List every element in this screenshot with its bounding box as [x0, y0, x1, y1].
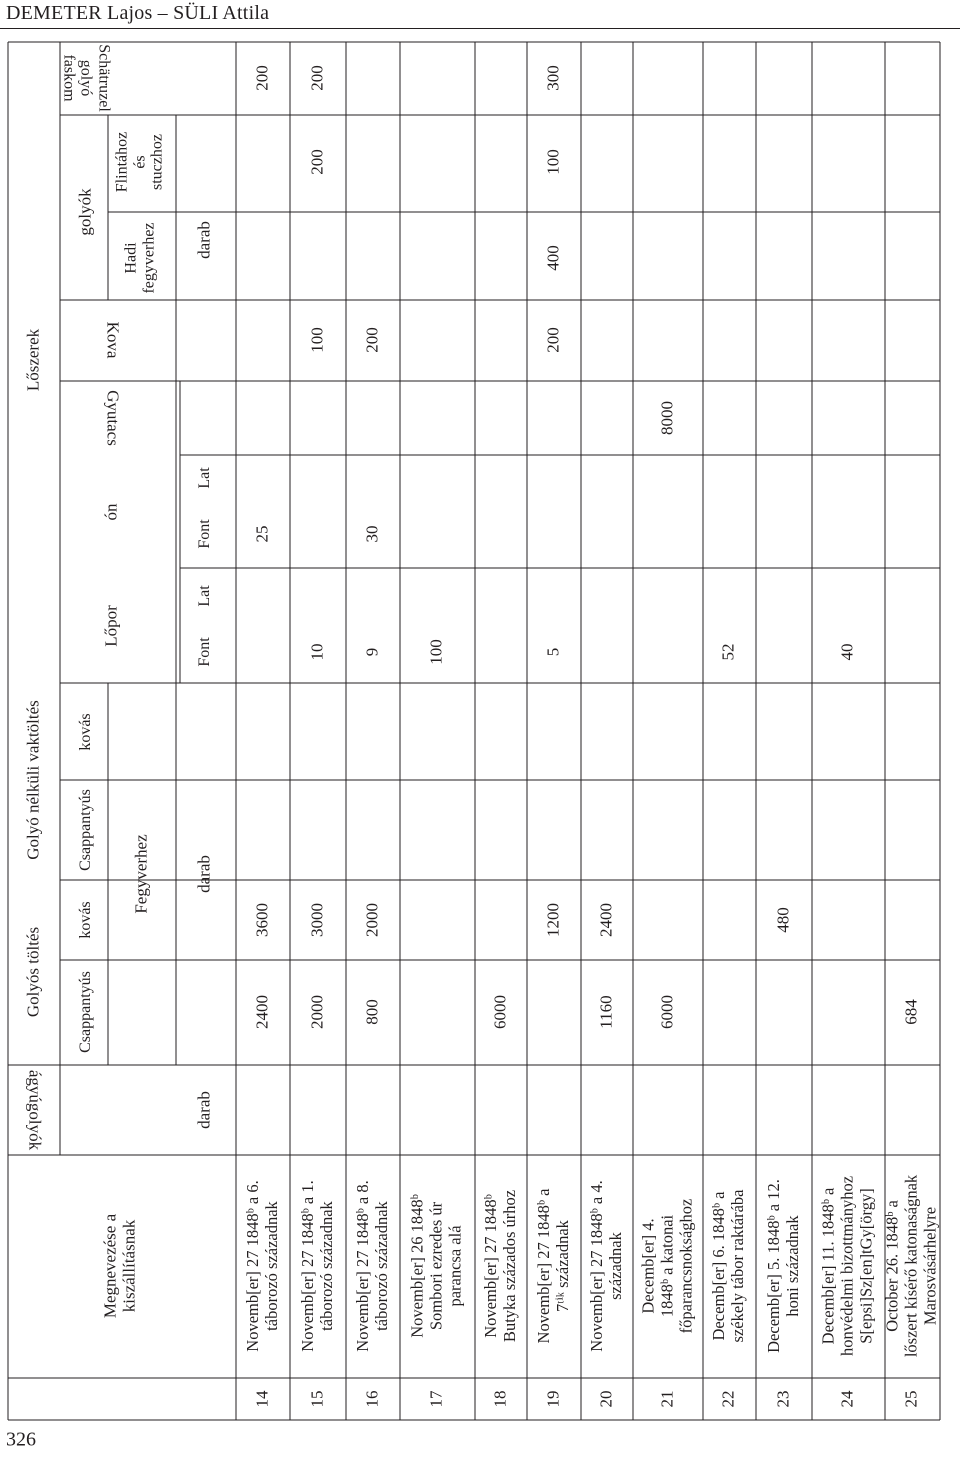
- header-description: Megnevezése a kiszállításnak: [100, 1213, 138, 1319]
- cell-gt-csap: 6000: [657, 995, 677, 1029]
- row-description: Novemb[er] 27 1848ᵇ a 7ᵗⁱᵏ századnak: [534, 1188, 572, 1344]
- cell-gt-kovas: 3600: [252, 903, 272, 937]
- cell-lopor-font: 5: [543, 647, 563, 657]
- header-kova: Kova: [103, 321, 123, 359]
- row-number: 15: [307, 1390, 327, 1408]
- cell-hadi: 400: [543, 245, 563, 271]
- row-number: 19: [543, 1390, 563, 1408]
- row-number: 18: [490, 1390, 510, 1408]
- header-golyos-toltes: Golyós töltés: [23, 926, 43, 1018]
- cell-gt-kovas: 1200: [543, 903, 563, 937]
- header-on-lat: Lat: [196, 467, 214, 489]
- cell-on-font: 25: [252, 525, 272, 543]
- row-description: Novemb[er] 26 1848ᵇ Sombori ezredes úr parancsa alá: [407, 1194, 465, 1338]
- row-number: 25: [901, 1390, 921, 1408]
- row-description: Novemb[er] 27 1848ᵇ a 6. táborozó századnak: [243, 1180, 281, 1352]
- row-number: 17: [426, 1390, 446, 1408]
- cell-lopor-font: 10: [307, 643, 327, 661]
- row-description: October 26. 1848ᵇ a lőszert kísérő katonaságnak Marosvásárhelyre: [882, 1174, 940, 1358]
- header-gyutacs: Gyutacs: [103, 390, 123, 446]
- row-number: 16: [362, 1390, 382, 1408]
- row-description: Novemb[er] 27 1848ᵇ Butyka százados úrhoz: [481, 1189, 519, 1343]
- header-loszerek: Lőszerek: [23, 328, 43, 392]
- row-description: Novemb[er] 27 1848ᵇ a 8. táborozó századnak: [353, 1180, 391, 1352]
- cell-gt-kovas: 2400: [596, 903, 616, 937]
- row-description: Decemb[er] 6. 1848ᵇ a székely tábor raktárába: [709, 1189, 747, 1343]
- cell-gt-csap: 2400: [252, 995, 272, 1029]
- header-toltes-unit: darab: [194, 855, 214, 893]
- header-golyo-nelkuli: Golyó nélküli vaktöltés: [23, 700, 43, 860]
- row-number: 23: [773, 1390, 793, 1408]
- header-on: ón: [101, 503, 121, 521]
- header-lopor: Lőpor: [101, 605, 121, 647]
- cell-lopor-font: 100: [426, 639, 446, 665]
- cell-gt-csap: 800: [362, 999, 382, 1025]
- cell-on-font: 30: [362, 525, 382, 543]
- cell-gt-csap: 1160: [596, 995, 616, 1029]
- row-number: 20: [596, 1390, 616, 1408]
- row-description: Decemb[er] 5. 1848ᵇ a 12. honi századnak: [764, 1179, 802, 1353]
- header-schatruzel: Schätruzel golyó faskom: [60, 44, 113, 112]
- header-fegyverhez: Fegyverhez: [131, 834, 151, 914]
- row-number: 21: [657, 1390, 677, 1408]
- row-description: Novemb[er] 27 1848ᵇ a 1. táborozó századnak: [298, 1180, 336, 1352]
- cell-gt-kovas: 3000: [307, 903, 327, 937]
- row-number: 24: [837, 1390, 857, 1408]
- cell-flinta: 100: [543, 149, 563, 175]
- row-description: Decemb[er] 11. 1848ᵇ a honvédelmi bizottmányhoz S[epsi]Sz[en]tGy[örgy]: [818, 1175, 876, 1357]
- running-head: DEMETER Lajos – SÜLI Attila: [6, 2, 270, 24]
- row-description: Novemb[er] 27 1848ᵇ a 4. századnak: [587, 1180, 625, 1352]
- cell-gt-csap: 684: [901, 999, 921, 1025]
- row-number: 14: [252, 1390, 272, 1408]
- header-flinta: Flintához és stuczhoz: [113, 131, 166, 193]
- header-on-font: Font: [196, 519, 214, 549]
- row-number: 22: [718, 1390, 738, 1408]
- cell-gt-csap: 2000: [307, 995, 327, 1029]
- cell-schatruzel: 300: [543, 65, 563, 91]
- cell-lopor-font: 9: [362, 647, 382, 657]
- header-golyok-unit: darab: [194, 221, 214, 259]
- cell-kova: 200: [543, 327, 563, 353]
- header-lopor-lat: Lat: [196, 585, 214, 607]
- cell-kova: 100: [307, 327, 327, 353]
- header-hadi: Hadi fegyverhez: [122, 222, 157, 294]
- header-agyugolyok-unit: darab: [194, 1091, 214, 1129]
- cell-gt-kovas: 480: [773, 907, 793, 933]
- header-gt-kovas: kovás: [77, 901, 95, 939]
- cell-gt-csap: 6000: [490, 995, 510, 1029]
- header-gt-csappantyus: Csappantyús: [77, 971, 95, 1053]
- cell-lopor-font: 52: [718, 643, 738, 661]
- header-lopor-font: Font: [196, 637, 214, 667]
- cell-flinta: 200: [307, 149, 327, 175]
- page-number: 326: [6, 1428, 36, 1451]
- row-description: Decemb[er] 4. 1848ᵇ a katonai főparancsnoksághoz: [638, 1198, 696, 1334]
- cell-schatruzel: 200: [307, 65, 327, 91]
- cell-gt-kovas: 2000: [362, 903, 382, 937]
- cell-gyutacs: 8000: [657, 401, 677, 435]
- header-agyugolyok: ágyúgolyók: [25, 1069, 45, 1151]
- header-vt-csappantyus: Csappantyús: [77, 789, 95, 871]
- header-vt-kovas: kovás: [77, 713, 95, 751]
- cell-lopor-font: 40: [837, 643, 857, 661]
- header-golyok: golyók: [75, 188, 95, 236]
- cell-kova: 200: [362, 327, 382, 353]
- cell-schatruzel: 200: [252, 65, 272, 91]
